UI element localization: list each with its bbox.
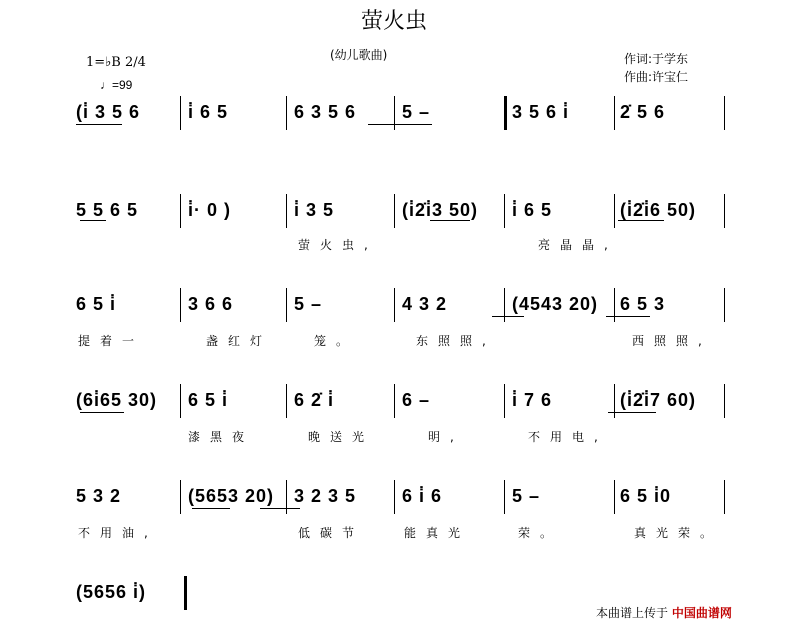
bar-line: [394, 384, 395, 418]
bar-line: [286, 288, 287, 322]
lyric-phrase: 晚送光: [308, 430, 375, 444]
bar-line: [394, 288, 395, 322]
measure-notes: 5 5 6 5: [76, 200, 139, 220]
measure-notes: (6i̇65 30): [76, 390, 158, 410]
song-subtitle: (幼儿歌曲): [330, 48, 388, 62]
bar-line: [504, 384, 505, 418]
bar-line: [614, 194, 615, 228]
bar-line: [504, 480, 505, 514]
beam-line: [618, 220, 664, 221]
beam-line: [80, 220, 106, 221]
measure-notes: (i̇2̇i̇3 50): [402, 200, 479, 220]
bar-line: [504, 96, 507, 130]
measure-notes: 5 –: [402, 102, 431, 122]
bar-line: [286, 96, 287, 130]
measure-notes: i̇ 3 5: [294, 200, 335, 220]
measure-notes: 6 5 i̇: [188, 390, 229, 410]
beam-line: [80, 412, 124, 413]
measure-notes: 3 2 3 5: [294, 486, 357, 506]
bar-line: [180, 384, 181, 418]
score-row: [76, 200, 726, 230]
measure-notes: 4 3 2: [402, 294, 448, 314]
beam-line: [430, 220, 470, 221]
measure-notes: 6 i̇ 6: [402, 486, 443, 506]
lyric-phrase: 盏红灯: [206, 334, 273, 348]
bar-line: [724, 288, 725, 322]
bar-line: [504, 194, 505, 228]
bar-line: [184, 576, 187, 610]
key-signature: 1=♭B 2/4: [86, 55, 146, 70]
bar-line: [614, 96, 615, 130]
measure-notes: (4543 20): [512, 294, 599, 314]
measure-notes: 6 2̇ i̇: [294, 390, 335, 410]
measure-notes: 5 3 2: [76, 486, 122, 506]
lyric-phrase: 明,: [428, 430, 464, 444]
measure-notes: 6 5 i̇: [76, 294, 117, 314]
song-title: 萤火虫: [360, 9, 427, 34]
measure-notes: 5 –: [512, 486, 541, 506]
lyric-phrase: 不用电,: [528, 430, 608, 444]
measure-notes: 3 6 6: [188, 294, 234, 314]
bar-line: [724, 384, 725, 418]
beam-line: [492, 316, 524, 317]
measure-notes: i̇· 0 ): [188, 200, 232, 220]
lyric-phrase: 东照照,: [416, 334, 496, 348]
lyricist-credit: 作词:于学东: [624, 52, 689, 66]
bar-line: [724, 96, 725, 130]
lyric-phrase: 真光荣。: [634, 526, 723, 540]
score-row: [76, 102, 726, 132]
measure-notes: i̇ 6 5: [512, 200, 553, 220]
beam-line: [192, 508, 230, 509]
lyric-phrase: 漆黑夜: [188, 430, 255, 444]
lyric-phrase: 低碳节: [298, 526, 365, 540]
beam-line: [260, 508, 300, 509]
measure-notes: (5653 20): [188, 486, 275, 506]
measure-notes: i̇ 7 6: [512, 390, 553, 410]
bar-line: [286, 384, 287, 418]
lyric-phrase: 亮晶晶,: [538, 238, 618, 252]
bar-line: [180, 194, 181, 228]
bar-line: [180, 96, 181, 130]
lyric-phrase: 荣。: [518, 526, 563, 540]
beam-line: [76, 124, 122, 125]
score-row: [76, 486, 726, 516]
measure-notes: (i̇ 3 5 6: [76, 102, 141, 122]
tempo-marking: ♩=99: [100, 78, 133, 92]
bar-line: [724, 194, 725, 228]
bar-line: [286, 194, 287, 228]
measure-notes: 3 5 6 i̇: [512, 102, 570, 122]
measure-notes: i̇ 6 5: [188, 102, 229, 122]
measure-notes: 6 5 i̇0: [620, 486, 672, 506]
lyric-phrase: 西照照,: [632, 334, 712, 348]
measure-notes: (i̇2̇i̇7 60): [620, 390, 697, 410]
beam-line: [368, 124, 432, 125]
measure-notes: (i̇2̇i̇6 50): [620, 200, 697, 220]
measure-notes: (5656 i̇): [76, 582, 147, 602]
measure-notes: 6 –: [402, 390, 431, 410]
composer-credit: 作曲:许宝仁: [624, 70, 689, 84]
score-row: [76, 390, 726, 420]
measure-notes: 5 –: [294, 294, 323, 314]
bar-line: [394, 194, 395, 228]
measure-notes: 6 5 3: [620, 294, 666, 314]
beam-line: [606, 316, 650, 317]
bar-line: [180, 480, 181, 514]
bar-line: [394, 480, 395, 514]
lyric-phrase: 提着一: [78, 334, 145, 348]
measure-notes: 2̇ 5 6: [620, 102, 666, 122]
lyric-phrase: 不用油,: [78, 526, 158, 540]
site-logo[interactable]: 中国曲谱网: [671, 606, 732, 620]
bar-line: [614, 480, 615, 514]
beam-line: [608, 412, 656, 413]
upload-label: 本曲谱上传于: [596, 606, 669, 620]
score-row: [76, 294, 726, 324]
lyric-phrase: 笼。: [314, 334, 359, 348]
lyric-phrase: 萤火虫,: [298, 238, 378, 252]
bar-line: [724, 480, 725, 514]
lyric-phrase: 能真光: [404, 526, 471, 540]
bar-line: [180, 288, 181, 322]
measure-notes: 6 3 5 6: [294, 102, 357, 122]
upload-credit: [596, 604, 732, 621]
